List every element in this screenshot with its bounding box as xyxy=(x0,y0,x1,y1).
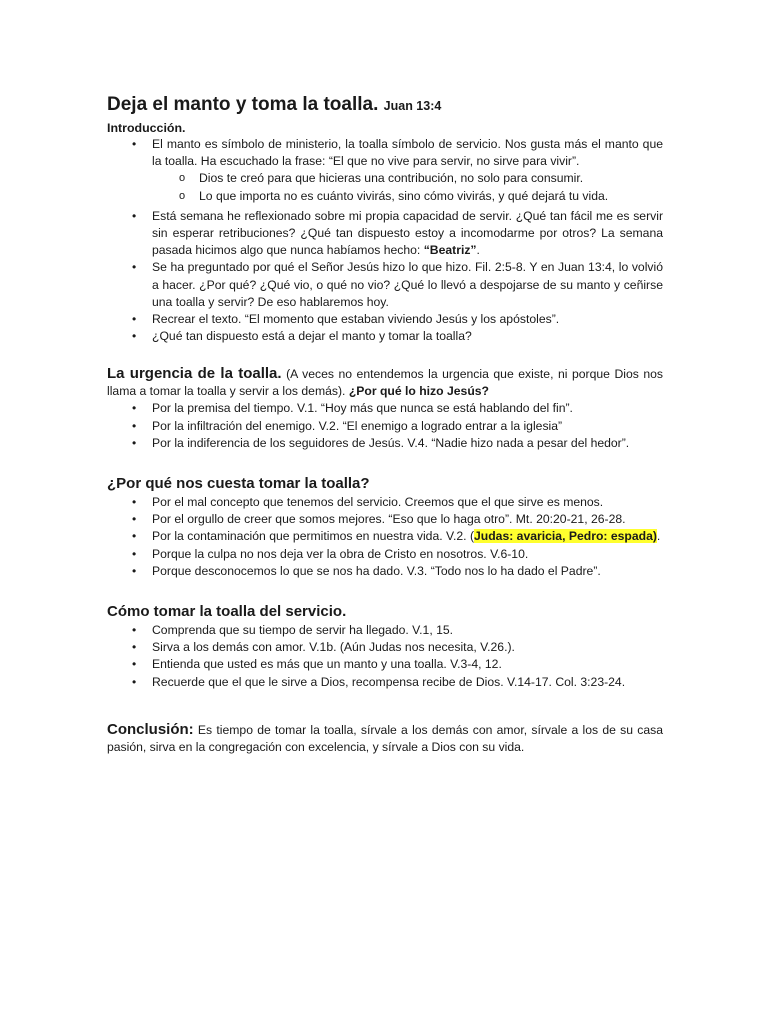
urgency-intro xyxy=(107,365,663,400)
list-item: o Lo que importa no es cuánto vivirás, sino cómo vivirás, y qué dejará tu vida. xyxy=(179,188,663,205)
intro-heading: Introducción. xyxy=(107,121,186,135)
list-item: • Por la infiltración del enemigo. V.2. “El enemigo a logrado entrar a la iglesia” xyxy=(132,418,663,435)
intro-list xyxy=(107,136,663,345)
conclusion-paragraph xyxy=(107,721,663,756)
document-title xyxy=(107,92,663,119)
how-to-list xyxy=(107,622,663,691)
how-to-heading: Cómo tomar la toalla del servicio. xyxy=(107,603,347,621)
list-item: • Porque la culpa no nos deja ver la obra de Cristo en nosotros. V.6-10. xyxy=(132,546,663,563)
urgency-intro-text: (A veces no entendemos la urgencia que existe, ni porque Dios nos llama a tomar la toalla y servir a los demás). xyxy=(107,367,663,399)
difficulty-item-3-end: . xyxy=(656,529,661,544)
difficulty-item-3-text: Por la contaminación que permitimos en nuestra vida. V.2. ( xyxy=(152,529,475,544)
intro-bullet-2-text: Está semana he reflexionado sobre mi propia capacidad de servir. ¿Qué tan fácil me es servir sin esperar retribuciones? ¿Qué tan dispuesto estoy a incomodarme por otros? La semana pasada hicimos algo que nunca habíamos hecho: xyxy=(152,208,663,258)
difficulty-heading: ¿Por qué nos cuesta tomar la toalla? xyxy=(107,475,370,493)
title-reference: Juan 13:4 xyxy=(383,99,442,113)
intro-bullet-2-end: . xyxy=(476,243,480,258)
urgency-heading: La urgencia de la toalla. xyxy=(107,365,282,383)
how-to-section xyxy=(107,602,663,691)
list-item: • Porque desconocemos lo que se nos ha dado. V.3. “Todo nos lo ha dado el Padre”. xyxy=(132,563,663,580)
list-item: • ¿Qué tan dispuesto está a dejar el manto y tomar la toalla? xyxy=(132,328,663,345)
document-content xyxy=(107,92,663,756)
intro-bullet-1: El manto es símbolo de ministerio, la toalla símbolo de servicio. Nos gusta más el manto que la toalla. Ha escuchado la frase: “El que no vive para servir, no sirve para vivir”. xyxy=(152,137,663,169)
difficulty-list xyxy=(107,494,663,580)
list-item: • Por la indiferencia de los seguidores de Jesús. V.4. “Nadie hizo nada a pesar del hedor”. xyxy=(132,435,663,452)
list-item: • Sirva a los demás con amor. V.1b. (Aún Judas nos necesita, V.26.). xyxy=(132,639,663,656)
list-item: • Se ha preguntado por qué el Señor Jesús hizo lo que hizo. Fil. 2:5-8. Y en Juan 13:4, lo volvió a hacer. ¿Por qué? ¿Qué vio, o qué no vio? ¿Qué lo llevó a despojarse de su manto y ceñirse una toalla y servir? De eso hablaremos hoy. xyxy=(132,259,663,311)
list-item: • Recuerde que el que le sirve a Dios, recompensa recibe de Dios. V.14-17. Col. 3:23-24. xyxy=(132,674,663,691)
urgency-section xyxy=(107,365,663,452)
conclusion-text: Es tiempo de tomar la toalla, sírvale a los demás con amor, sírvale a los de su casa pasión, sirva en la congregación con excelencia, y sírvale a Dios con su vida. xyxy=(107,722,663,754)
title-text: Deja el manto y toma la toalla. xyxy=(107,94,379,115)
spacer xyxy=(107,691,663,721)
list-item xyxy=(132,528,663,545)
urgency-list xyxy=(107,400,663,452)
list-item: • Por el mal concepto que tenemos del servicio. Creemos que el que sirve es menos. xyxy=(132,494,663,511)
conclusion-heading: Conclusión: xyxy=(107,720,194,738)
list-item: • Recrear el texto. “El momento que estaban viviendo Jesús y los apóstoles”. xyxy=(132,311,663,328)
list-item: • Por la premisa del tiempo. V.1. “Hoy más que nunca se está hablando del fin”. xyxy=(132,400,663,417)
list-item: • Comprenda que su tiempo de servir ha llegado. V.1, 15. xyxy=(132,622,663,639)
list-item xyxy=(132,136,663,205)
list-item: o Dios te creó para que hicieras una contribución, no solo para consumir. xyxy=(179,170,663,187)
list-item xyxy=(132,208,663,260)
highlighted-text: Judas: avaricia, Pedro: espada) xyxy=(474,529,657,544)
intro-sublist xyxy=(107,170,663,204)
list-item: • Entienda que usted es más que un manto y una toalla. V.3-4, 12. xyxy=(132,656,663,673)
list-item: • Por el orgullo de creer que somos mejores. “Eso que lo haga otro”. Mt. 20:20-21, 26-28. xyxy=(132,511,663,528)
difficulty-section xyxy=(107,474,663,580)
intro-bullet-2-bold: “Beatriz” xyxy=(423,243,477,258)
urgency-intro-bold: ¿Por qué lo hizo Jesús? xyxy=(348,384,489,399)
